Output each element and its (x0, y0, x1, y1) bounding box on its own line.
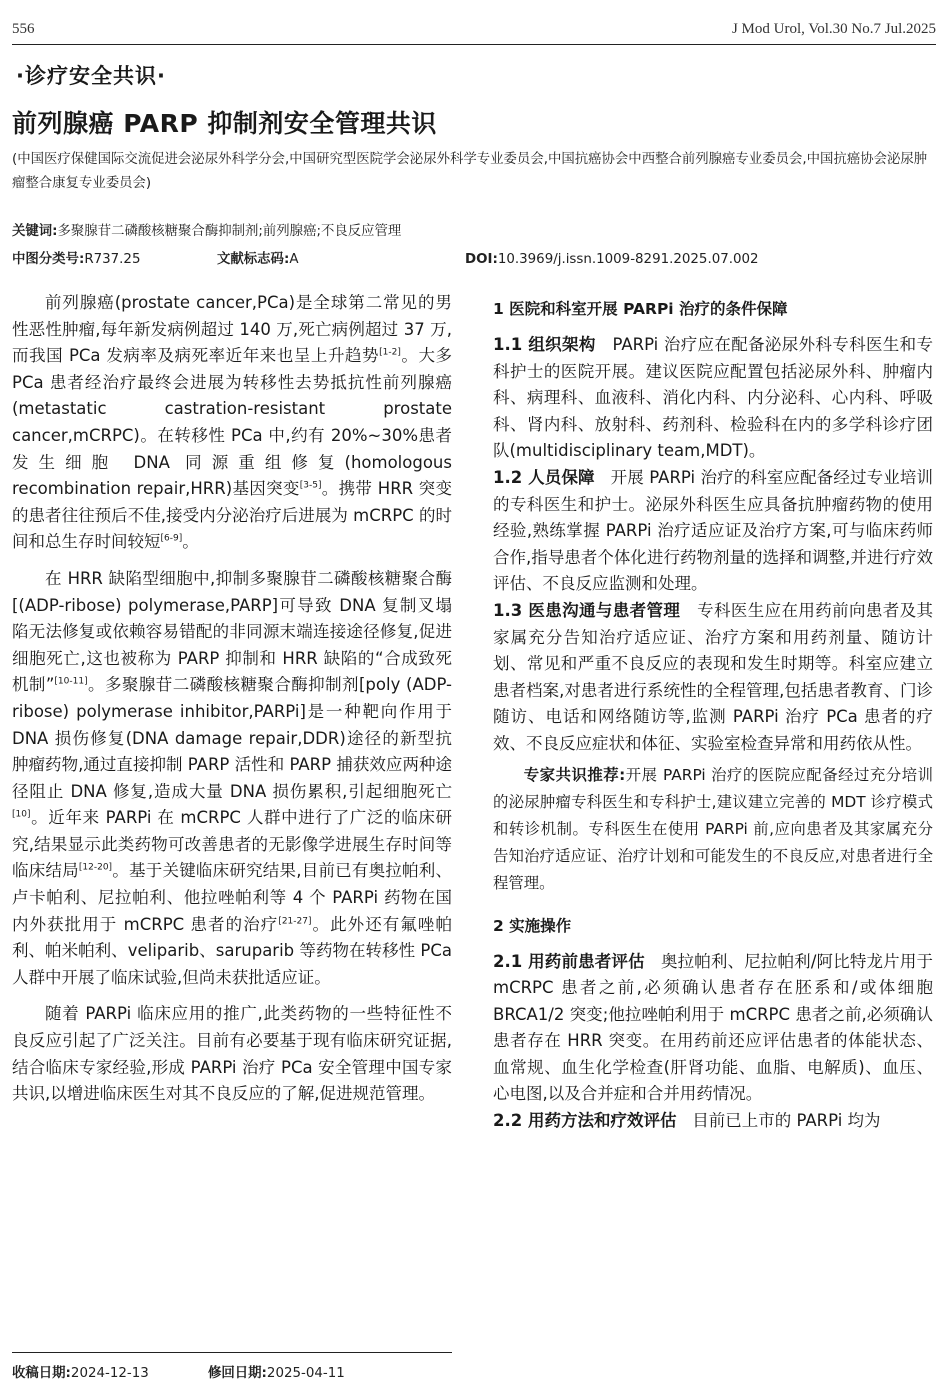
paragraph-1: 前列腺癌(prostate cancer,PCa)是全球第二常见的男性恶性肿瘤,每年新发病例超过 140 万,死亡病例超过 37 万,而我国 PCa 发病率及病死率近年来也呈上升趋势[1-2]。大多 PCa 患者经治疗最终会进展为转移性去势抵抗性前列腺癌(metastatic castration-resistant prostate cancer,mCRPC)。在转移性 PCa 中,约有 20%~30%患者发生细胞 DNA 同源重组修复(homologous recombination repair,HRR)基因突变[3-5]。携带 HRR 突变的患者往往预后不佳,接受内分泌治疗后进展为 mCRPC 的时间和总生存时间较短[6-9]。 (12, 293, 453, 552)
clc-label: 中图分类号: (12, 252, 85, 267)
citation[interactable]: [10] (12, 809, 31, 820)
subsection-1-1: 1.1 组织架构 PARPi 治疗应在配备泌尿外科专科医生和专科护士的医院开展。建议医院应配置包括泌尿外科、肿瘤内科、病理科、血液科、消化内科、内分泌科、心内科、呼吸科、肾内科、放射科、药剂科、检验科在内的多学科诊疗团队(multidisciplinary team,MDT)。 (493, 335, 933, 461)
paragraph-2: 在 HRR 缺陷型细胞中,抑制多聚腺苷二磷酸核糖聚合酶[(ADP-ribose) polymerase,PARP]可导致 DNA 复制叉塌陷无法修复或依赖容易错配的非同源末端连接途径修复,促进细胞死亡,这也被称为 PARP 抑制和 HRR 缺陷的“合成致死机制”[10-11]。多聚腺苷二磷酸核糖聚合酶抑制剂[poly (ADP-ribose) polymerase inhibitor,PARPi]是一种靶向作用于 DNA 损伤修复(DNA damage repair,DDR)途径的新型抗肿瘤药物,通过直接抑制 PARP 活性和 PARP 捕获效应两种途径阻止 DNA 修复,造成大量 DNA 损伤累积,引起细胞死亡[10]。近年来 PARPi 在 mCRPC 人群中进行了广泛的临床研究,结果显示此类药物可改善患者的无影像学进展生存时间等临床结局[12-20]。基于关键临床研究结果,目前已有奥拉帕利、卢卡帕利、尼拉帕利、他拉唑帕利等 4 个 PARPi 药物在国内外获批用于 mCRPC 患者的治疗[21-27]。此外还有氟唑帕利、帕米帕利、veliparib、saruparib 等药物在转移性 PCa 人群中开展了临床试验,但尚未获批适应证。 (12, 568, 452, 987)
received-date: 2024-12-13 (70, 1366, 149, 1381)
citation[interactable]: [3-5] (299, 480, 322, 491)
section-2-heading: 2 实施操作 (493, 916, 572, 935)
article-title: 前列腺癌 PARP 抑制剂安全管理共识 (12, 109, 437, 138)
subsection-1-2: 1.2 人员保障 开展 PARPi 治疗的科室应配备经过专业培训的专科医生和护士。泌尿外科医生应具备抗肿瘤药物的使用经验,熟练掌握 PARPi 治疗适应证及治疗方案,可与临床药师合作,指导患者个体化进行药物剂量的选择和调整,并进行疗效评估、不良反应监测和处理。 (493, 467, 933, 594)
subsection-1-1-heading: 1.1 组织架构 (493, 335, 596, 354)
citation[interactable]: [1-2] (379, 347, 401, 358)
doi-label: DOI: (465, 252, 498, 267)
subsection-2-2: 2.2 用药方法和疗效评估 目前已上市的 PARPi 均为 (493, 1111, 881, 1131)
doc-code: A (289, 252, 299, 267)
expert-recommendation: 专家共识推荐:开展 PARPi 治疗的医院应配备经过充分培训的泌尿肿瘤专科医生和专科护士,建议建立完善的 MDT 诊疗模式和转诊机制。专科医生在使用 PARPi 前,应向患者及其家属充分告知治疗适应证、治疗计划和可能发生的不良反应,对患者进行全程管理。 (493, 765, 933, 892)
revised-date: 2025-04-11 (266, 1366, 345, 1381)
citation[interactable]: [21-27] (278, 916, 312, 927)
running-header (12, 16, 936, 42)
keywords: 多聚腺苷二磷酸核糖聚合酶抑制剂;前列腺癌;不良反应管理 (57, 224, 402, 239)
doi[interactable]: 10.3969/j.issn.1009-8291.2025.07.002 (497, 252, 759, 267)
received-label: 收稿日期: (12, 1366, 71, 1381)
keywords-line (12, 220, 936, 239)
subsection-2-1-heading: 2.1 用药前患者评估 (493, 951, 645, 971)
column-tag: ·诊疗安全共识· (16, 64, 166, 88)
citation[interactable]: [6-9] (160, 533, 183, 544)
subsection-2-1: 2.1 用药前患者评估 奥拉帕利、尼拉帕利/阿比特龙片用于 mCRPC 患者之前,必须确认患者存在胚系和/或体细胞 BRCA1/2 突变;他拉唑帕利用于 mCRPC 患者之前,必须确认患者存在 HRR 突变。在用药前还应评估患者的体能状态、血常规、血生化学检查(肝肾功能、血脂、电解质)、血压、心电图,以及合并症和合并用药情况。 (493, 951, 933, 1104)
subsection-1-3: 1.3 医患沟通与患者管理 专科医生应在用药前向患者及其家属充分告知治疗适应证、治疗方案和用药剂量、随访计划、常见和严重不良反应的表现和发生时期等。科室应建立患者档案,对患者进行系统性的全程管理,包括患者教育、门诊随访、电话和网络随访等,监测 PARPi 治疗 PCa 患者的疗效、不良反应症状和体征、实验室检查异常和用药依从性。 (493, 600, 933, 753)
journal-citation: J Mod Urol, Vol.30 No.7 Jul.2025 (731, 20, 936, 37)
section-1-heading: 1 医院和科室开展 PARPi 治疗的条件保障 (493, 300, 788, 318)
page-number: 556 (12, 20, 35, 37)
clc-code: R737.25 (84, 252, 141, 267)
affiliations: (中国医疗保健国际交流促进会泌尿外科学分会,中国研究型医院学会泌尿外科学专业委员会,中国抗癌协会中西整合前列腺癌专业委员会,中国抗癌协会泌尿肿瘤整合康复专业委员会) (12, 152, 928, 191)
citation[interactable]: [10-11] (54, 676, 88, 687)
left-column (12, 290, 452, 1108)
footer-rule (12, 1352, 452, 1353)
revised-label: 修回日期: (208, 1366, 267, 1381)
doc-label: 文献标志码: (217, 252, 290, 267)
subsection-2-2-heading: 2.2 用药方法和疗效评估 (493, 1111, 677, 1131)
citation[interactable]: [12-20] (78, 862, 113, 873)
expert-label: 专家共识推荐: (523, 765, 626, 784)
subsection-1-2-heading: 1.2 人员保障 (493, 467, 595, 487)
paragraph-3: 随着 PARPi 临床应用的推广,此类药物的一些特征性不良反应引起了广泛关注。目前有必要基于现有临床研究证据,结合临床专家经验,形成 PARPi 治疗 PCa 安全管理中国专家共识,以增进临床医生对其不良反应的了解,促进规范管理。 (12, 1004, 452, 1104)
right-column (493, 290, 933, 1135)
classification-line (12, 248, 936, 267)
footer-dates (12, 1362, 345, 1381)
keywords-label: 关键词: (12, 224, 58, 239)
subsection-1-3-heading: 1.3 医患沟通与患者管理 (493, 600, 681, 620)
header-rule (12, 44, 936, 45)
